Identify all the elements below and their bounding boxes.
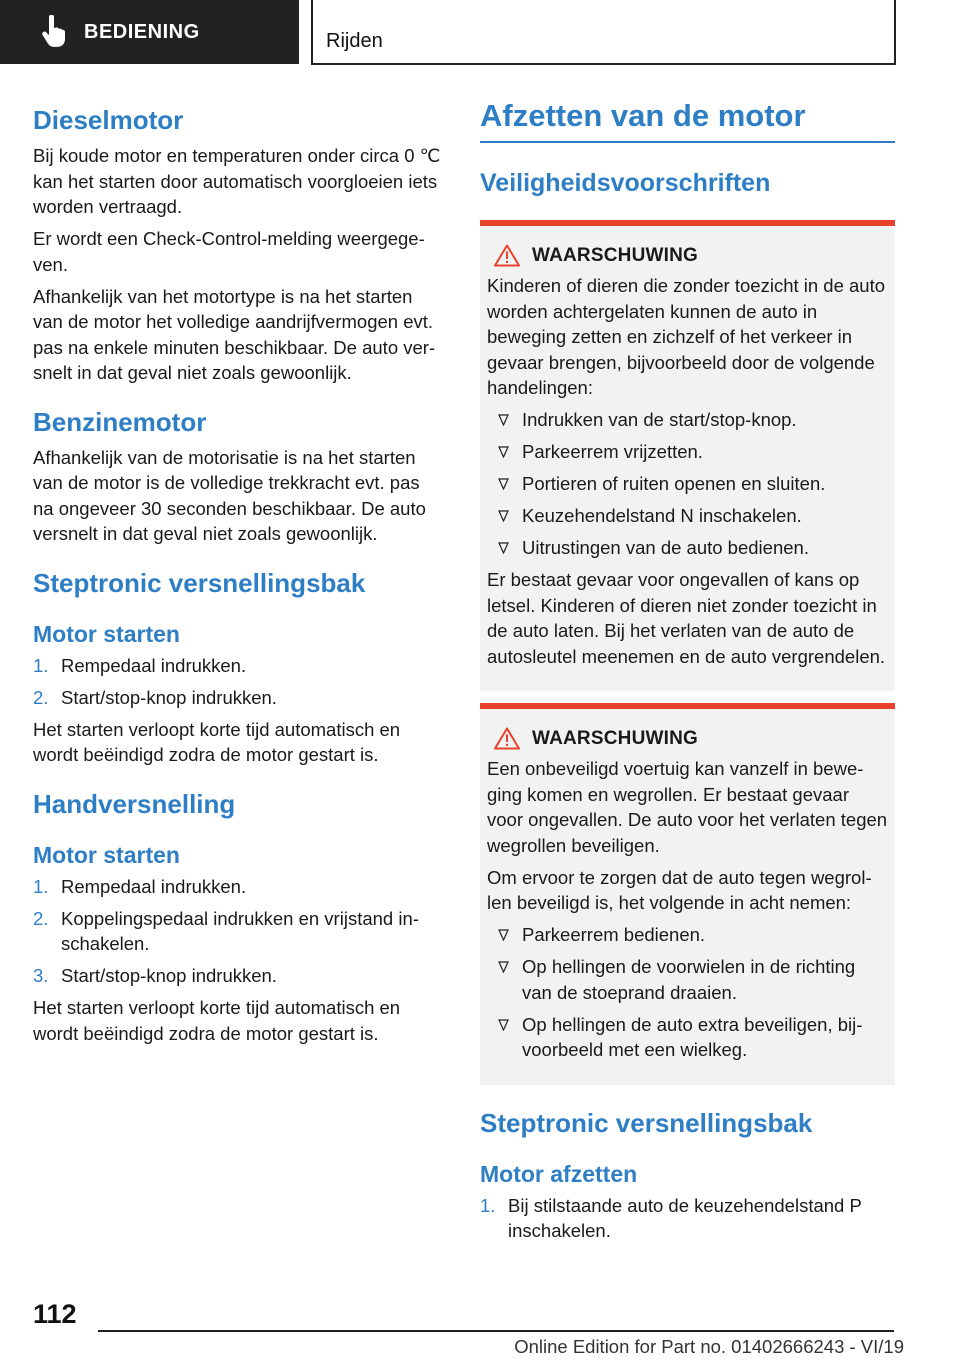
- list-item: Op hellingen de voorwielen in de richting van de stoeprand draaien.: [487, 954, 888, 1005]
- warning-header: [494, 727, 888, 750]
- paragraph: Kinderen of dieren die zonder toezicht in de auto worden achtergelaten kunnen de auto in beweging zetten en zichzelf of het verkeer in gevaar brengen, bijvoorbeeld door de volgende handelingen:: [487, 275, 886, 398]
- paragraph: Het starten verloopt korte tijd automatisch en wordt beëindigd zodra de motor gestart is.: [33, 997, 401, 1044]
- chapter-label: BEDIENING: [84, 20, 200, 43]
- list-item: 1. Bij stilstaande auto de keuzehendelstand P inschakelen.: [480, 1194, 862, 1241]
- steps-list: [480, 1193, 895, 1244]
- paragraph: Om ervoor te zorgen dat de auto tegen wegrollen beveiligd is, het volgende in acht nemen:: [487, 866, 872, 913]
- edition-note: Online Edition for Part no. 01402666243 - VI/19: [514, 1336, 904, 1357]
- list-item: 2. Start/stop-knop indrukken.: [33, 686, 277, 708]
- list-item: Keuzehendelstand N inschakelen.: [487, 503, 888, 529]
- list-item: Indrukken van de start/stop-knop.: [487, 407, 888, 433]
- triangle-bullet-icon: [498, 1019, 509, 1031]
- list-item: Parkeerrem bedienen.: [487, 922, 888, 948]
- triangle-bullet-icon: [498, 510, 509, 522]
- paragraph: Het starten verloopt korte tijd automatisch en wordt beëindigd zodra de motor gestart is.: [33, 718, 401, 765]
- heading-steptronic: Steptronic versnellingsbak: [33, 567, 366, 598]
- bullet-list: [487, 407, 888, 561]
- warning-box: [480, 703, 895, 1085]
- heading-steptronic: Steptronic versnellingsbak: [480, 1107, 813, 1138]
- footer-divider: [98, 1330, 894, 1332]
- warning-box: [480, 220, 895, 691]
- list-item: Parkeerrem vrijzetten.: [487, 439, 888, 465]
- triangle-bullet-icon: [498, 542, 509, 554]
- list-item: 1. Rempedaal indrukken.: [33, 875, 247, 897]
- list-item: Portieren of ruiten openen en sluiten.: [487, 471, 888, 497]
- right-column: [480, 96, 895, 1250]
- hand-pointer-icon: [38, 15, 68, 49]
- heading-handversnelling: Handversnelling: [33, 788, 236, 819]
- paragraph: Er wordt een Check-Control-melding weergegeven.: [33, 228, 425, 275]
- warning-triangle-icon: [494, 727, 520, 750]
- paragraph: Een onbeveiligd voertuig kan vanzelf in beweging komen en wegrollen. Er bestaat gevaar voor ongevallen. De auto voor het verlaten tegen wegrollen beveiligen.: [487, 758, 888, 856]
- list-item: 2. Koppelingspedaal indrukken en vrijstand inschakelen.: [33, 907, 419, 954]
- triangle-bullet-icon: [498, 929, 509, 941]
- section-title: Rijden: [326, 30, 383, 52]
- list-item: Uitrustingen van de auto bedienen.: [487, 535, 888, 561]
- triangle-bullet-icon: [498, 446, 509, 458]
- list-item: 3. Start/stop-knop indrukken.: [33, 965, 277, 986]
- steps-list: [33, 653, 445, 711]
- triangle-bullet-icon: [498, 478, 509, 490]
- page-number: 112: [33, 1299, 77, 1329]
- paragraph: Afhankelijk van het motortype is na het starten van de motor het volledige aandrijfvermogen evt. pas na enkele minuten beschikbaar. De auto versnelt in dat geval niet zoals gewoonlijk.: [33, 285, 436, 383]
- steps-list: [33, 874, 445, 989]
- left-column: [33, 96, 445, 1046]
- heading-benzinemotor: Benzinemotor: [33, 406, 207, 437]
- warning-header: [494, 244, 888, 267]
- heading-dieselmotor: Dieselmotor: [33, 105, 184, 135]
- list-item: 1. Rempedaal indrukken.: [33, 654, 247, 676]
- bullet-list: [487, 922, 888, 1063]
- page-title: Afzetten van de motor: [480, 96, 895, 143]
- section-header: [311, 0, 896, 65]
- warning-triangle-icon: [494, 244, 520, 267]
- subheading-motor-starten: Motor starten: [33, 841, 180, 868]
- subheading-motor-starten: Motor starten: [33, 620, 180, 647]
- chapter-tab[interactable]: [0, 0, 299, 64]
- warning-title: WAARSCHUWING: [532, 244, 698, 266]
- triangle-bullet-icon: [498, 414, 509, 426]
- paragraph: Er bestaat gevaar voor ongevallen of kans op letsel. Kinderen of dieren niet zonder toezicht in de auto laten. Bij het verlaten van de auto de autosleutel meenemen en de auto vergrendelen.: [487, 569, 886, 667]
- heading-veiligheidsvoorschriften: Veiligheidsvoorschriften: [480, 169, 771, 197]
- paragraph: Bij koude motor en temperaturen onder circa 0 ℃ kan het starten door automatisch voorgloeien iets worden vertraagd.: [33, 145, 441, 217]
- paragraph: Afhankelijk van de motorisatie is na het starten van de motor is de volledige trekkracht evt. pas na ongeveer 30 seconden beschikbaar. De auto versnelt in dat geval niet zoals gewoonlijk.: [33, 446, 426, 544]
- list-item: Op hellingen de auto extra beveiligen, bijvoorbeeld met een wielkeg.: [487, 1012, 888, 1063]
- warning-title: WAARSCHUWING: [532, 727, 698, 749]
- subheading-motor-afzetten: Motor afzetten: [480, 1160, 638, 1187]
- triangle-bullet-icon: [498, 961, 509, 973]
